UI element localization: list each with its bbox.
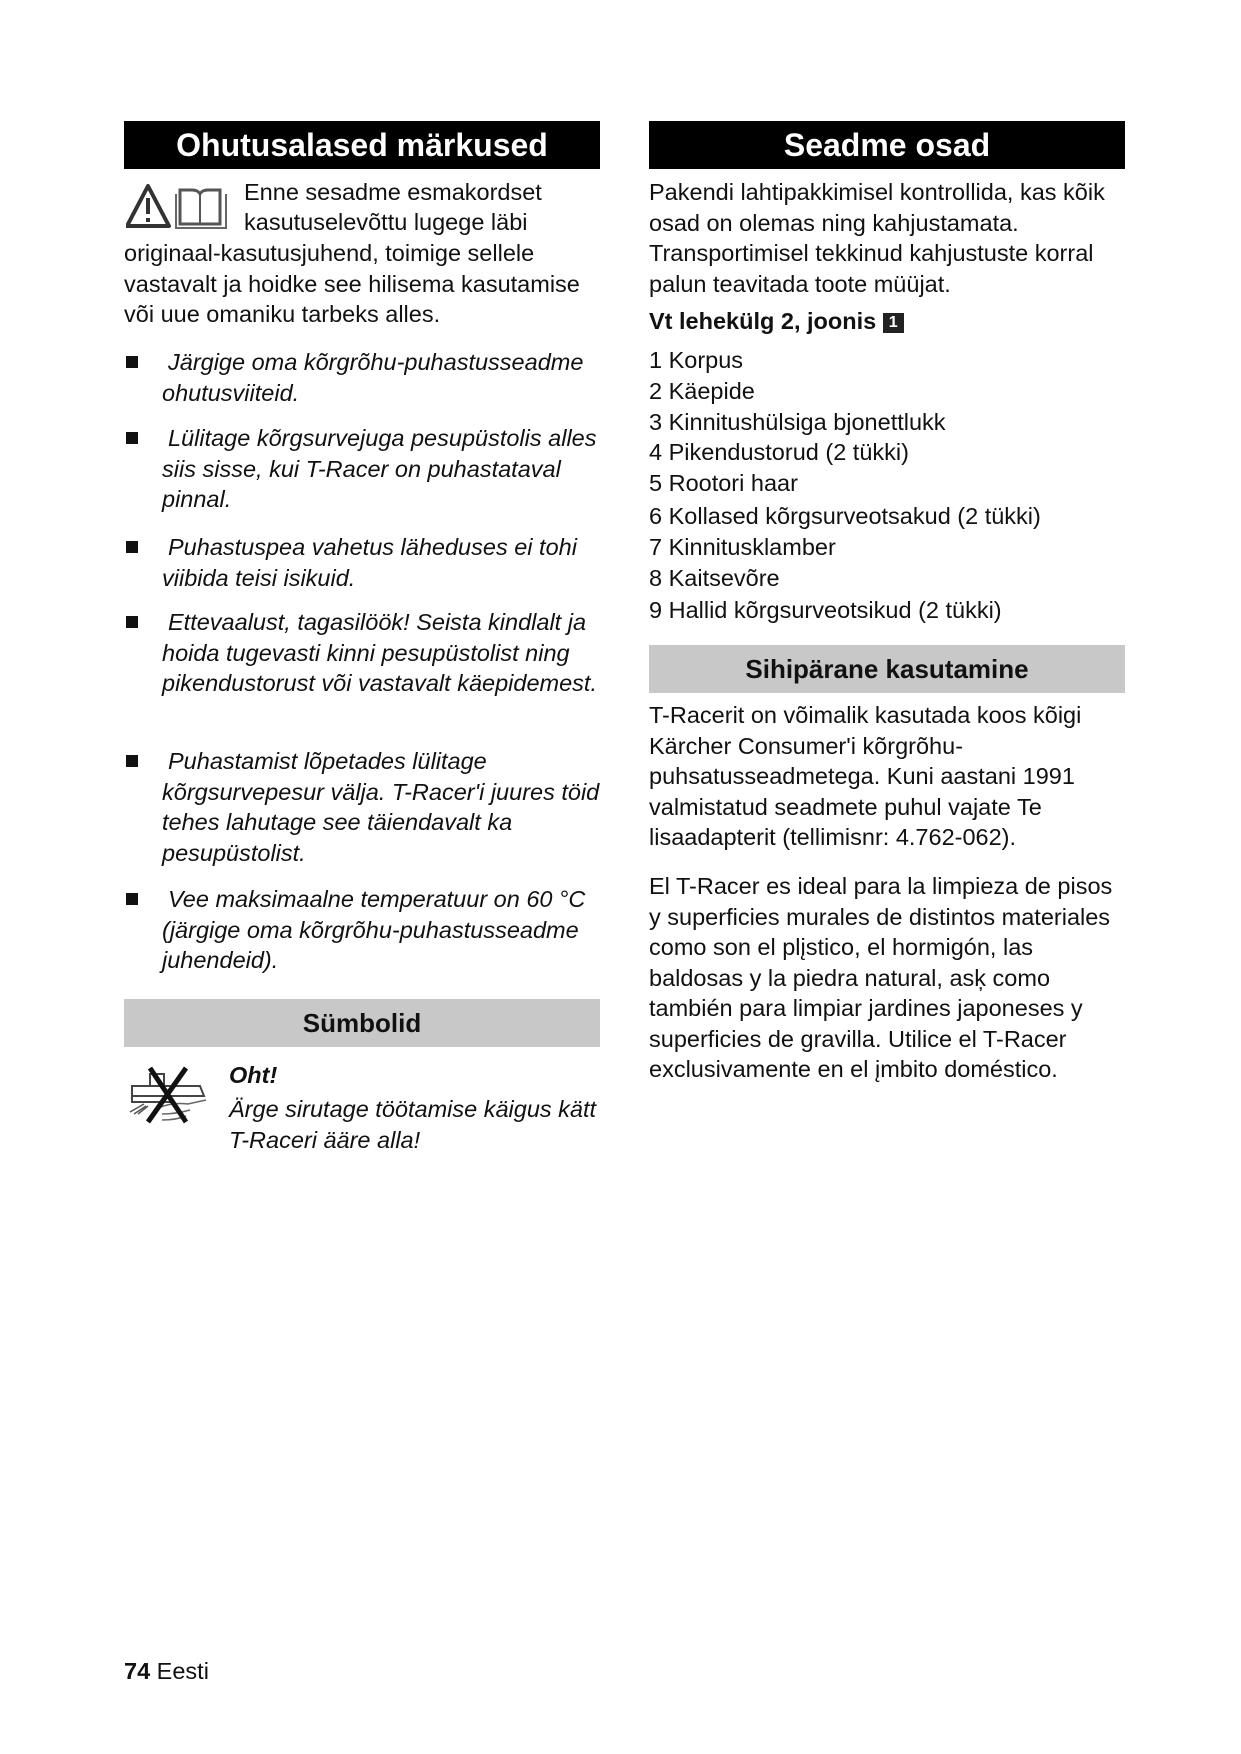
list-item: 4 Pikendustorud (2 tükki)	[649, 439, 909, 466]
list-item: 1 Korpus	[649, 347, 744, 373]
bullet-square-icon	[126, 541, 138, 553]
list-item: 6 Kollased kõrgsurveotsakud (2 tükki)	[649, 502, 1041, 529]
safety-section-header: Ohutusalased märkused	[124, 121, 600, 169]
bullet-square-icon	[126, 893, 138, 905]
no-hand-under-edge-icon	[128, 1064, 210, 1130]
intended-use-section-header: Sihipärane kasutamine	[649, 645, 1125, 693]
warning-read-manual-icons	[126, 182, 232, 232]
parts-intro: Pakendi lahtipakkimisel kontrollida, kas kõik osad on olemas ning kahjustamata. Transportimisel tekkinud kahjustuste korral palun teavitada toote müüjat.	[649, 179, 1105, 297]
intended-use-text-spanish: El T-Racer es ideal para la limpieza de pisos y superficies murales de distintos materiales como son el plįstico, el hormigón, las baldosas y la piedra natural, asķ como también para limpiar jardines japoneses y superficies de gravilla. Utilice el T-Racer exclusivamente en el įmbito doméstico.	[649, 873, 1113, 1082]
symbols-section-header: Sümbolid	[124, 999, 600, 1047]
list-item: 9 Hallid kõrgsurveotsikud (2 tükki)	[649, 597, 1002, 624]
bullet-square-icon	[126, 755, 138, 767]
list-item: 5 Rootori haar	[649, 470, 798, 497]
bullet-square-icon	[126, 616, 138, 628]
warning-triangle-and-book-icon	[126, 182, 232, 232]
page-footer	[124, 1656, 209, 1686]
list-item: 3 Kinnitushülsiga bjonettlukk	[649, 408, 946, 435]
footer-language: Eesti	[156, 1658, 209, 1684]
figure-number-badge: 1	[883, 313, 904, 333]
bullet-square-icon	[126, 356, 138, 368]
intended-use-text: T-Racerit on võimalik kasutada koos kõigi Kärcher Consumer'i kõrgrõhu-puhsatusseadmetega. Kuni aastani 1991 valmistatud seadmete puhul vajate Te lisaadapterit (tellimisnr: 4.762-062).	[649, 702, 1082, 850]
list-item: 2 Käepide	[649, 377, 755, 404]
parts-list	[649, 345, 1129, 626]
see-page-reference	[649, 306, 1129, 337]
intro-line-2: kasutuselevõttu lugege läbi	[244, 209, 528, 235]
list-item: 7 Kinnitusklamber	[649, 533, 836, 560]
intro-line-1: Enne sesadme esmakordset	[244, 179, 542, 205]
bullet-square-icon	[126, 432, 138, 444]
page-number: 74	[124, 1658, 151, 1684]
danger-text: Ärge sirutage töötamise käigus kätt T-Raceri ääre alla!	[229, 1096, 597, 1153]
see-page-text: Vt lehekülg 2, joonis	[649, 308, 877, 334]
list-item: 8 Kaitsevõre	[649, 564, 780, 591]
parts-section-header: Seadme osad	[649, 121, 1125, 169]
intro-paragraph: originaal-kasutusjuhend, toimige sellele vastavalt ja hoidke see hilisema kasutamise või uue omaniku tarbeks alles.	[124, 240, 580, 327]
danger-title: Oht!	[229, 1062, 278, 1088]
